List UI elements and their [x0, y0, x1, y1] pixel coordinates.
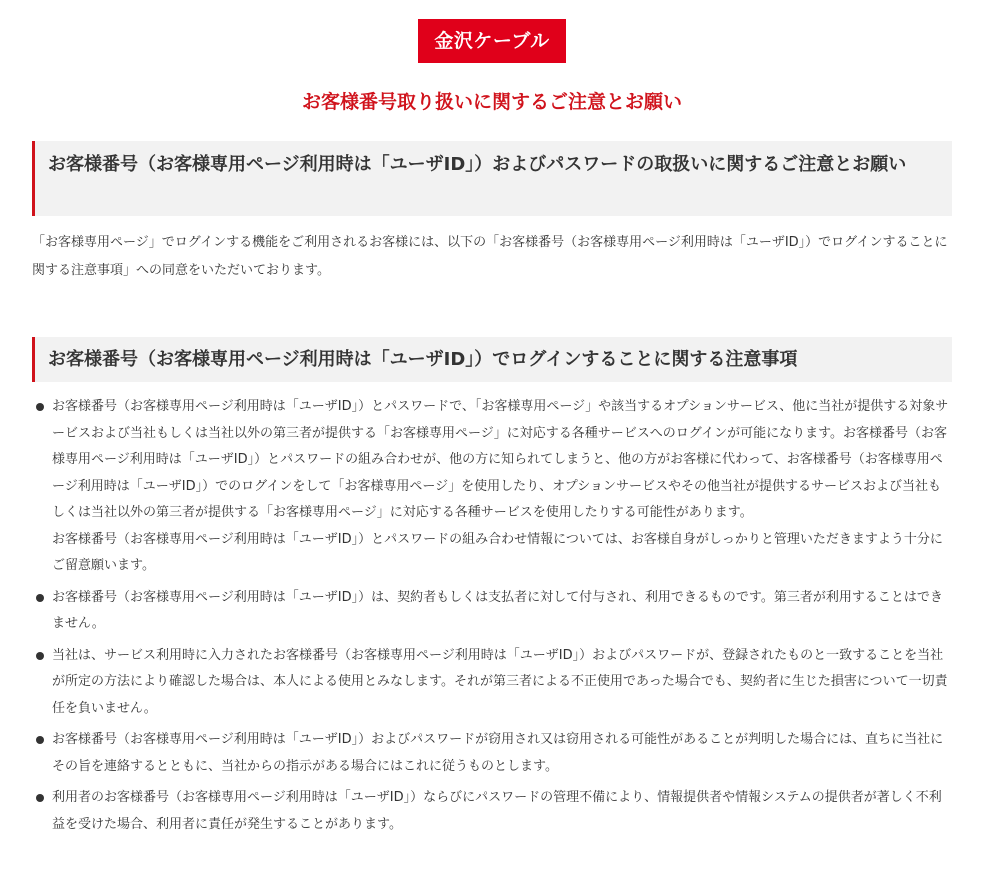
list-item-text: お客様番号（お客様専用ページ利用時は「ユーザID」）とパスワードで、「お客様専用ページ」や該当するオプションサービス、他に当社が提供する対象サービスおよび当社もしくは当社以外の第三者が提供する「お客様専用ページ」に対応する各種サービスへのログインが可能になります。お客様番号（お客様専用ページ利用時は「ユーザID」）とパスワードの組み合わせが、他の方に知られてしまうと、他の方がお客様に代わって、お客様番号（お客様専用ページ利用時は「ユーザID」）でのログインをして「お客様専用ページ」を使用したり、オプションサービスやその他当社が提供するサービスおよび当社もしくは当社以外の第三者が提供する「お客様専用ページ」に対応する各種サービスを使用したりする可能性があります。: [52, 399, 949, 520]
list-item-text: お客様番号（お客様専用ページ利用時は「ユーザID」）とパスワードの組み合わせ情報については、お客様自身がしっかりと管理いただきますよう十分にご留意願います。: [52, 531, 943, 573]
list-item: [32, 727, 952, 780]
header: [0, 0, 984, 63]
page-title: お客様番号取り扱いに関するご注意とお願い: [301, 91, 682, 113]
section-heading-id-password: お客様番号（お客様専用ページ利用時は「ユーザID」）およびパスワードの取扱いに関するご注意とお願い: [32, 141, 952, 216]
list-item: [32, 785, 952, 838]
list-item: [32, 394, 952, 580]
list-item: [32, 585, 952, 638]
bullet-icon: [36, 403, 44, 411]
bullet-icon: [36, 794, 44, 802]
list-item-text: お客様番号（お客様専用ページ利用時は「ユーザID」）は、契約者もしくは支払者に対して付与され、利用できるものです。第三者が利用することはできません。: [52, 589, 943, 631]
intro-text: 「お客様専用ページ」でログインする機能をご利用されるお客様には、以下の「お客様番号（お客様専用ページ利用時は「ユーザID」）でログインすることに関する注意事項」への同意をいただいております。: [32, 235, 948, 278]
section-heading-login-notes: お客様番号（お客様専用ページ利用時は「ユーザID」）でログインすることに関する注意事項: [32, 337, 952, 382]
list-item-text: お客様番号（お客様専用ページ利用時は「ユーザID」）およびパスワードが窃用され又は窃用される可能性があることが判明した場合には、直ちに当社にその旨を連絡するとともに、当社からの指示がある場合にはこれに従うものとします。: [52, 732, 944, 774]
bullet-icon: [36, 736, 44, 744]
list-item: [32, 643, 952, 723]
list-item-text: 当社は、サービス利用時に入力されたお客様番号（お客様専用ページ利用時は「ユーザID」）およびパスワードが、登録されたものと一致することを当社が所定の方法により確認した場合は、本人による使用とみなします。それが第三者による不正使用であった場合でも、契約者に生じた損害について一切責任を負いません。: [52, 647, 948, 716]
notes-list: [32, 394, 952, 838]
bullet-icon: [36, 652, 44, 660]
company-logo[interactable]: 金沢ケーブル: [418, 19, 566, 63]
bullet-icon: [36, 594, 44, 602]
list-item-text: 利用者のお客様番号（お客様専用ページ利用時は「ユーザID」）ならびにパスワードの管理不備により、情報提供者や情報システムの提供者が著しく不利益を受けた場合、利用者に責任が発生することがあります。: [52, 790, 942, 832]
